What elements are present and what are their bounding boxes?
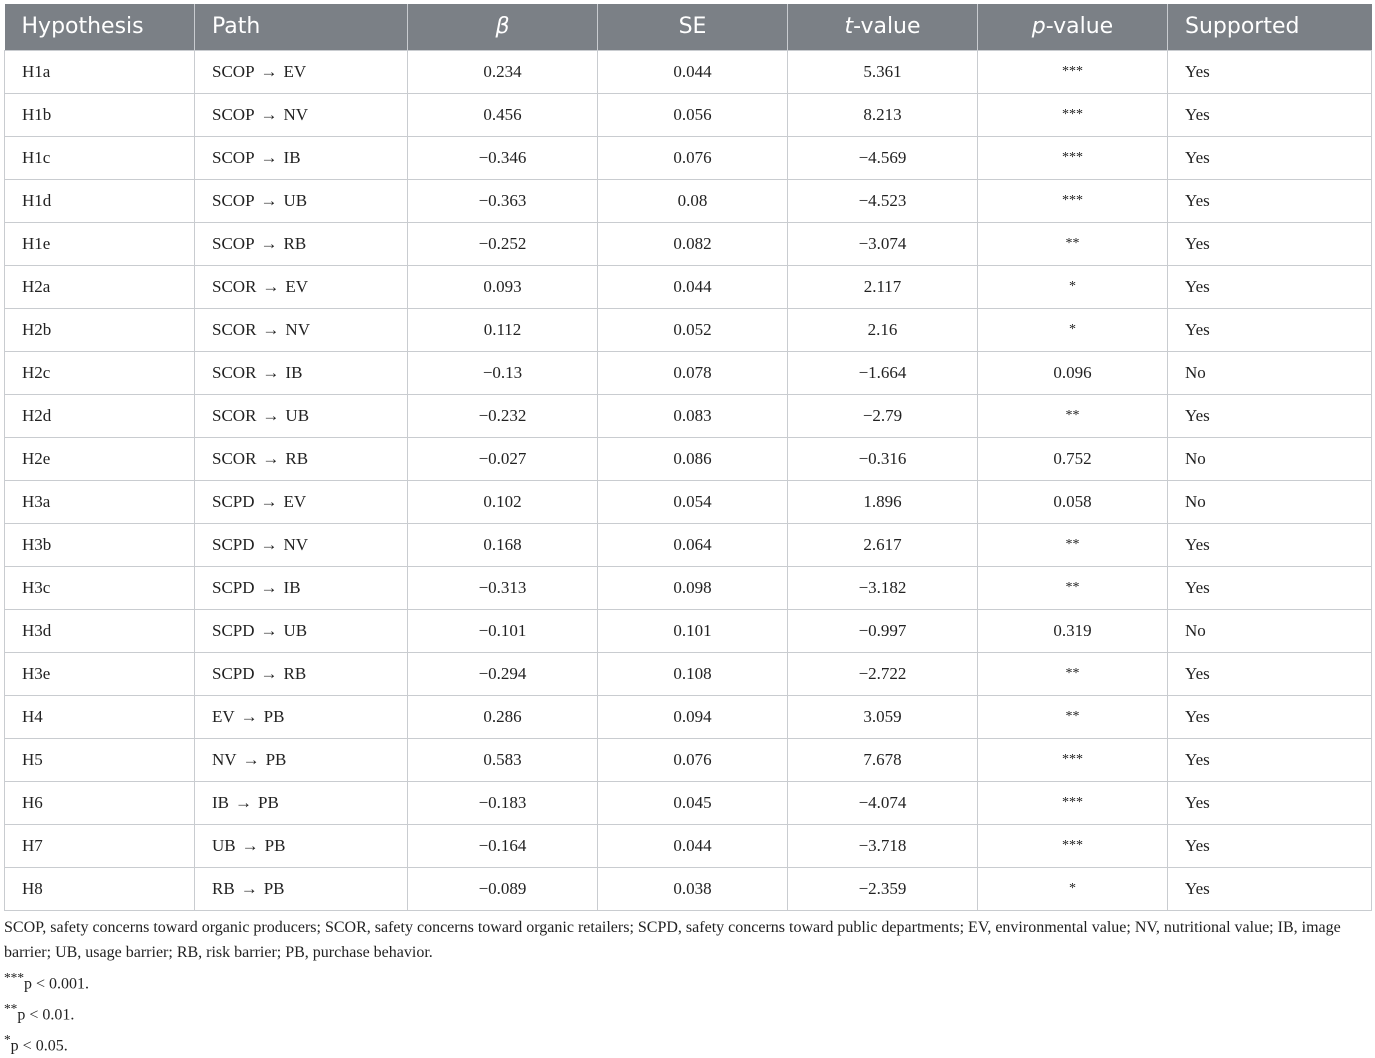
- cell-path: [195, 136, 408, 179]
- cell-path: [195, 695, 408, 738]
- cell-beta: −0.183: [408, 781, 598, 824]
- cell-beta: −0.13: [408, 351, 598, 394]
- cell-path: [195, 609, 408, 652]
- header-t-suffix: -value: [853, 14, 920, 39]
- path-to: PB: [258, 793, 279, 812]
- cell-supported: No: [1168, 437, 1372, 480]
- cell-p-value: **: [978, 695, 1168, 738]
- table-row: [5, 179, 1372, 222]
- path-from: SCOP: [212, 105, 255, 124]
- cell-se: 0.044: [598, 50, 788, 93]
- cell-path: [195, 394, 408, 437]
- header-p-suffix: -value: [1046, 14, 1113, 39]
- cell-hypothesis: H4: [5, 695, 195, 738]
- path-from: SCPD: [212, 578, 255, 597]
- table-row: [5, 480, 1372, 523]
- cell-se: 0.082: [598, 222, 788, 265]
- cell-hypothesis: H2e: [5, 437, 195, 480]
- cell-hypothesis: H1d: [5, 179, 195, 222]
- cell-t-value: −4.569: [788, 136, 978, 179]
- sig-mark-01: **: [4, 1001, 17, 1016]
- table-row: [5, 93, 1372, 136]
- table-body: [5, 50, 1372, 910]
- path-from: SCOP: [212, 62, 255, 81]
- table-row: [5, 781, 1372, 824]
- cell-hypothesis: H3c: [5, 566, 195, 609]
- arrow-right-icon: →: [261, 621, 278, 640]
- table-row: [5, 566, 1372, 609]
- cell-t-value: 2.16: [788, 308, 978, 351]
- cell-beta: −0.101: [408, 609, 598, 652]
- cell-se: 0.045: [598, 781, 788, 824]
- cell-path: [195, 480, 408, 523]
- cell-beta: −0.232: [408, 394, 598, 437]
- header-t-value: [788, 4, 978, 50]
- cell-path: [195, 179, 408, 222]
- cell-t-value: −3.182: [788, 566, 978, 609]
- cell-hypothesis: H1c: [5, 136, 195, 179]
- hypothesis-results-table: [4, 4, 1372, 911]
- cell-hypothesis: H3e: [5, 652, 195, 695]
- cell-beta: 0.102: [408, 480, 598, 523]
- table-row: [5, 695, 1372, 738]
- cell-t-value: −3.074: [788, 222, 978, 265]
- cell-hypothesis: H7: [5, 824, 195, 867]
- cell-beta: −0.313: [408, 566, 598, 609]
- arrow-right-icon: →: [262, 363, 279, 382]
- cell-t-value: −4.523: [788, 179, 978, 222]
- cell-se: 0.094: [598, 695, 788, 738]
- arrow-right-icon: →: [262, 277, 279, 296]
- significance-note-001: [4, 965, 1371, 996]
- path-to: IB: [284, 578, 301, 597]
- cell-t-value: −2.79: [788, 394, 978, 437]
- table-row: [5, 351, 1372, 394]
- cell-t-value: −1.664: [788, 351, 978, 394]
- arrow-right-icon: →: [261, 578, 278, 597]
- path-from: EV: [212, 707, 235, 726]
- cell-t-value: −2.722: [788, 652, 978, 695]
- cell-t-value: 7.678: [788, 738, 978, 781]
- path-to: RB: [284, 664, 307, 683]
- cell-supported: Yes: [1168, 824, 1372, 867]
- cell-path: [195, 652, 408, 695]
- path-from: SCOP: [212, 234, 255, 253]
- cell-path: [195, 437, 408, 480]
- path-to: IB: [284, 148, 301, 167]
- cell-path: [195, 566, 408, 609]
- path-to: UB: [284, 621, 308, 640]
- path-from: SCPD: [212, 621, 255, 640]
- cell-beta: −0.363: [408, 179, 598, 222]
- cell-supported: Yes: [1168, 136, 1372, 179]
- cell-beta: −0.027: [408, 437, 598, 480]
- path-from: SCOR: [212, 277, 256, 296]
- cell-se: 0.101: [598, 609, 788, 652]
- cell-supported: No: [1168, 609, 1372, 652]
- cell-t-value: −3.718: [788, 824, 978, 867]
- cell-se: 0.052: [598, 308, 788, 351]
- path-to: IB: [285, 363, 302, 382]
- table-row: [5, 50, 1372, 93]
- cell-path: [195, 523, 408, 566]
- path-to: UB: [285, 406, 309, 425]
- cell-path: [195, 824, 408, 867]
- path-from: SCOP: [212, 148, 255, 167]
- arrow-right-icon: →: [242, 836, 259, 855]
- cell-p-value: ***: [978, 136, 1168, 179]
- cell-se: 0.076: [598, 738, 788, 781]
- arrow-right-icon: →: [261, 234, 278, 253]
- cell-se: 0.078: [598, 351, 788, 394]
- header-se: SE: [598, 4, 788, 50]
- header-path: Path: [195, 4, 408, 50]
- arrow-right-icon: →: [241, 879, 258, 898]
- cell-se: 0.064: [598, 523, 788, 566]
- cell-hypothesis: H8: [5, 867, 195, 910]
- path-to: NV: [284, 105, 309, 124]
- arrow-right-icon: →: [261, 535, 278, 554]
- cell-path: [195, 50, 408, 93]
- cell-p-value: ***: [978, 738, 1168, 781]
- cell-p-value: 0.319: [978, 609, 1168, 652]
- cell-p-value: ***: [978, 50, 1168, 93]
- cell-beta: 0.456: [408, 93, 598, 136]
- path-to: RB: [284, 234, 307, 253]
- cell-p-value: ***: [978, 781, 1168, 824]
- cell-beta: 0.168: [408, 523, 598, 566]
- cell-se: 0.076: [598, 136, 788, 179]
- sig-mark-001: ***: [4, 970, 24, 985]
- significance-note-01: [4, 996, 1371, 1027]
- cell-path: [195, 93, 408, 136]
- arrow-right-icon: →: [261, 148, 278, 167]
- header-p-value: [978, 4, 1168, 50]
- cell-p-value: ***: [978, 93, 1168, 136]
- cell-path: [195, 738, 408, 781]
- path-from: SCOR: [212, 406, 256, 425]
- cell-p-value: 0.752: [978, 437, 1168, 480]
- table-row: [5, 738, 1372, 781]
- arrow-right-icon: →: [261, 191, 278, 210]
- cell-p-value: **: [978, 566, 1168, 609]
- header-beta: [408, 4, 598, 50]
- cell-t-value: 2.617: [788, 523, 978, 566]
- cell-path: [195, 308, 408, 351]
- cell-supported: Yes: [1168, 93, 1372, 136]
- cell-hypothesis: H2b: [5, 308, 195, 351]
- cell-supported: Yes: [1168, 652, 1372, 695]
- cell-t-value: 2.117: [788, 265, 978, 308]
- cell-beta: −0.346: [408, 136, 598, 179]
- table-footnotes: [4, 915, 1371, 1058]
- cell-hypothesis: H2d: [5, 394, 195, 437]
- header-row: [5, 4, 1372, 50]
- cell-se: 0.038: [598, 867, 788, 910]
- cell-p-value: **: [978, 222, 1168, 265]
- cell-supported: Yes: [1168, 394, 1372, 437]
- path-to: UB: [284, 191, 308, 210]
- table-row: [5, 394, 1372, 437]
- cell-se: 0.056: [598, 93, 788, 136]
- sig-text-05: p < 0.05.: [11, 1037, 68, 1054]
- cell-supported: Yes: [1168, 265, 1372, 308]
- cell-supported: Yes: [1168, 523, 1372, 566]
- cell-supported: Yes: [1168, 50, 1372, 93]
- table-row: [5, 265, 1372, 308]
- path-from: NV: [212, 750, 237, 769]
- cell-beta: −0.294: [408, 652, 598, 695]
- arrow-right-icon: →: [262, 406, 279, 425]
- cell-hypothesis: H1e: [5, 222, 195, 265]
- cell-t-value: −0.316: [788, 437, 978, 480]
- cell-path: [195, 222, 408, 265]
- arrow-right-icon: →: [262, 449, 279, 468]
- arrow-right-icon: →: [261, 105, 278, 124]
- path-to: PB: [265, 836, 286, 855]
- cell-hypothesis: H1a: [5, 50, 195, 93]
- cell-hypothesis: H5: [5, 738, 195, 781]
- path-from: SCPD: [212, 535, 255, 554]
- path-to: NV: [285, 320, 310, 339]
- sig-text-01: p < 0.01.: [17, 1006, 74, 1023]
- path-from: UB: [212, 836, 236, 855]
- table-row: [5, 136, 1372, 179]
- arrow-right-icon: →: [243, 750, 260, 769]
- path-from: SCOP: [212, 191, 255, 210]
- cell-hypothesis: H2a: [5, 265, 195, 308]
- cell-t-value: 5.361: [788, 50, 978, 93]
- cell-beta: 0.583: [408, 738, 598, 781]
- cell-path: [195, 351, 408, 394]
- arrow-right-icon: →: [261, 62, 278, 81]
- path-from: IB: [212, 793, 229, 812]
- path-from: SCOR: [212, 320, 256, 339]
- sig-mark-05: *: [4, 1032, 11, 1047]
- cell-beta: −0.252: [408, 222, 598, 265]
- cell-beta: 0.286: [408, 695, 598, 738]
- sig-text-001: p < 0.001.: [24, 975, 89, 992]
- cell-hypothesis: H3b: [5, 523, 195, 566]
- cell-path: [195, 265, 408, 308]
- cell-p-value: **: [978, 652, 1168, 695]
- header-supported: Supported: [1168, 4, 1372, 50]
- cell-p-value: 0.058: [978, 480, 1168, 523]
- path-to: PB: [264, 707, 285, 726]
- table-header: [5, 4, 1372, 50]
- arrow-right-icon: →: [261, 492, 278, 511]
- cell-supported: No: [1168, 480, 1372, 523]
- cell-supported: Yes: [1168, 738, 1372, 781]
- cell-supported: Yes: [1168, 781, 1372, 824]
- path-from: SCPD: [212, 492, 255, 511]
- cell-t-value: 8.213: [788, 93, 978, 136]
- cell-supported: Yes: [1168, 695, 1372, 738]
- cell-hypothesis: H2c: [5, 351, 195, 394]
- table-row: [5, 652, 1372, 695]
- cell-beta: −0.089: [408, 867, 598, 910]
- table-row: [5, 308, 1372, 351]
- cell-t-value: 1.896: [788, 480, 978, 523]
- cell-t-value: −4.074: [788, 781, 978, 824]
- arrow-right-icon: →: [262, 320, 279, 339]
- cell-p-value: **: [978, 394, 1168, 437]
- cell-se: 0.086: [598, 437, 788, 480]
- arrow-right-icon: →: [241, 707, 258, 726]
- arrow-right-icon: →: [261, 664, 278, 683]
- cell-se: 0.044: [598, 265, 788, 308]
- header-t-italic: t: [844, 14, 853, 39]
- cell-supported: Yes: [1168, 566, 1372, 609]
- path-to: EV: [284, 62, 307, 81]
- cell-hypothesis: H3d: [5, 609, 195, 652]
- cell-supported: Yes: [1168, 308, 1372, 351]
- table-row: [5, 867, 1372, 910]
- cell-p-value: *: [978, 867, 1168, 910]
- cell-p-value: ***: [978, 824, 1168, 867]
- cell-se: 0.054: [598, 480, 788, 523]
- cell-hypothesis: H3a: [5, 480, 195, 523]
- cell-path: [195, 781, 408, 824]
- header-beta-symbol: β: [495, 14, 509, 39]
- cell-se: 0.098: [598, 566, 788, 609]
- cell-path: [195, 867, 408, 910]
- cell-supported: No: [1168, 351, 1372, 394]
- cell-t-value: 3.059: [788, 695, 978, 738]
- path-from: SCOR: [212, 363, 256, 382]
- table-row: [5, 437, 1372, 480]
- cell-t-value: −2.359: [788, 867, 978, 910]
- cell-se: 0.083: [598, 394, 788, 437]
- path-to: NV: [284, 535, 309, 554]
- table-row: [5, 222, 1372, 265]
- table-row: [5, 609, 1372, 652]
- path-from: SCPD: [212, 664, 255, 683]
- cell-supported: Yes: [1168, 179, 1372, 222]
- path-to: EV: [285, 277, 308, 296]
- path-to: RB: [285, 449, 308, 468]
- cell-p-value: **: [978, 523, 1168, 566]
- cell-beta: −0.164: [408, 824, 598, 867]
- cell-p-value: *: [978, 265, 1168, 308]
- table-row: [5, 824, 1372, 867]
- header-p-italic: p: [1032, 14, 1046, 39]
- path-from: SCOR: [212, 449, 256, 468]
- cell-se: 0.08: [598, 179, 788, 222]
- path-from: RB: [212, 879, 235, 898]
- arrow-right-icon: →: [235, 793, 252, 812]
- cell-p-value: 0.096: [978, 351, 1168, 394]
- cell-se: 0.108: [598, 652, 788, 695]
- header-hypothesis: Hypothesis: [5, 4, 195, 50]
- cell-supported: Yes: [1168, 867, 1372, 910]
- cell-se: 0.044: [598, 824, 788, 867]
- cell-beta: 0.093: [408, 265, 598, 308]
- cell-beta: 0.234: [408, 50, 598, 93]
- abbreviations-note: SCOP, safety concerns toward organic producers; SCOR, safety concerns toward organic retailers; SCPD, safety concerns toward public departments; EV, environmental value; NV, nutritional value; IB, image barrier; UB, usage barrier; RB, risk barrier; PB, purchase behavior.: [4, 915, 1371, 965]
- cell-p-value: *: [978, 308, 1168, 351]
- results-table-container: [4, 4, 1371, 1058]
- cell-hypothesis: H1b: [5, 93, 195, 136]
- cell-supported: Yes: [1168, 222, 1372, 265]
- table-row: [5, 523, 1372, 566]
- cell-hypothesis: H6: [5, 781, 195, 824]
- path-to: EV: [284, 492, 307, 511]
- cell-t-value: −0.997: [788, 609, 978, 652]
- cell-p-value: ***: [978, 179, 1168, 222]
- cell-beta: 0.112: [408, 308, 598, 351]
- path-to: PB: [266, 750, 287, 769]
- path-to: PB: [264, 879, 285, 898]
